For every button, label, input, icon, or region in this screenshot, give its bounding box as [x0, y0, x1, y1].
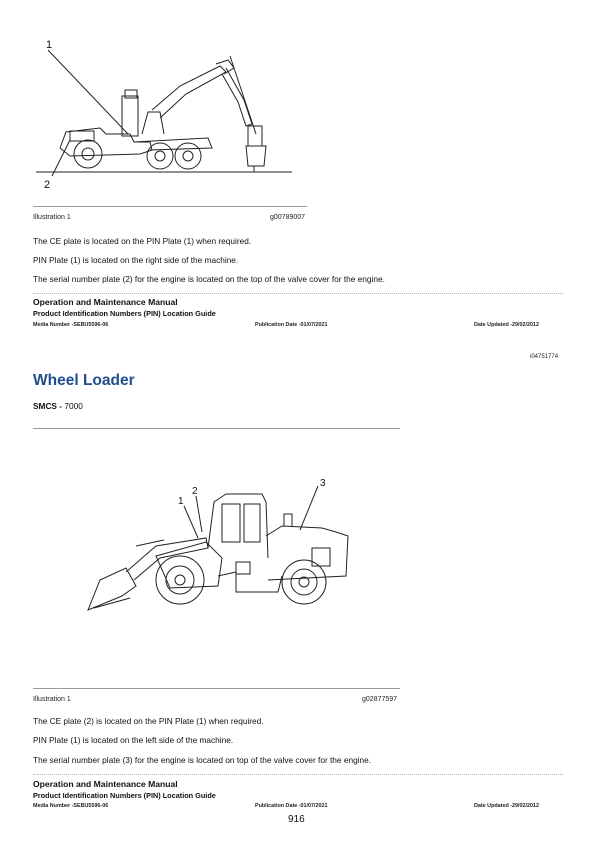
page-number: 916 — [288, 814, 305, 825]
paragraph: The serial number plate (2) for the engine is located on the top of the valve cover for the engine. — [33, 274, 385, 284]
illustration-rule — [33, 688, 400, 689]
smcs-label: SMCS - — [33, 401, 63, 411]
media-number: Media Number -SEBU5596-06 — [33, 803, 109, 809]
wheel-loader-illustration — [86, 476, 356, 616]
paragraph: The CE plate is located on the PIN Plate (1) when required. — [33, 236, 252, 246]
illustration-label: Illustration 1 — [33, 696, 71, 703]
callout-2: 2 — [44, 179, 51, 191]
manual-subtitle: Product Identification Numbers (PIN) Location Guide — [33, 309, 216, 318]
date-updated: Date Updated -29/02/2012 — [474, 803, 540, 809]
paragraph: PIN Plate (1) is located on the right side of the machine. — [33, 255, 239, 265]
date-updated: Date Updated -29/02/2012 — [474, 322, 540, 328]
document-id: i04751774 — [530, 354, 559, 360]
illustration-rule — [33, 206, 307, 207]
callout-1: 1 — [178, 496, 184, 507]
media-number: Media Number -SEBU5596-06 — [33, 322, 109, 328]
callout-1: 1 — [46, 39, 53, 51]
section-heading: Wheel Loader — [33, 372, 135, 389]
publication-date: Publication Date -01/07/2021 — [255, 803, 328, 809]
forwarder-illustration — [30, 38, 300, 198]
paragraph: The serial number plate (3) for the engine is located on top of the valve cover for the engine. — [33, 755, 372, 765]
publication-date: Publication Date -01/07/2021 — [255, 322, 328, 328]
illustration-code: g00789007 — [270, 214, 306, 221]
manual-subtitle: Product Identification Numbers (PIN) Location Guide — [33, 791, 216, 800]
callout-2: 2 — [192, 486, 198, 497]
manual-title: Operation and Maintenance Manual — [33, 779, 178, 789]
callout-3: 3 — [320, 478, 326, 489]
illustration-code: g02877597 — [362, 696, 398, 703]
footer-divider — [33, 774, 563, 775]
smcs-value: 7000 — [64, 401, 83, 411]
manual-title: Operation and Maintenance Manual — [33, 297, 178, 307]
smcs-rule — [33, 428, 400, 429]
footer-divider — [33, 293, 563, 294]
smcs-line — [33, 401, 83, 411]
paragraph: The CE plate (2) is located on the PIN Plate (1) when required. — [33, 716, 264, 726]
paragraph: PIN Plate (1) is located on the left side of the machine. — [33, 735, 234, 745]
illustration-label: Illustration 1 — [33, 214, 71, 221]
